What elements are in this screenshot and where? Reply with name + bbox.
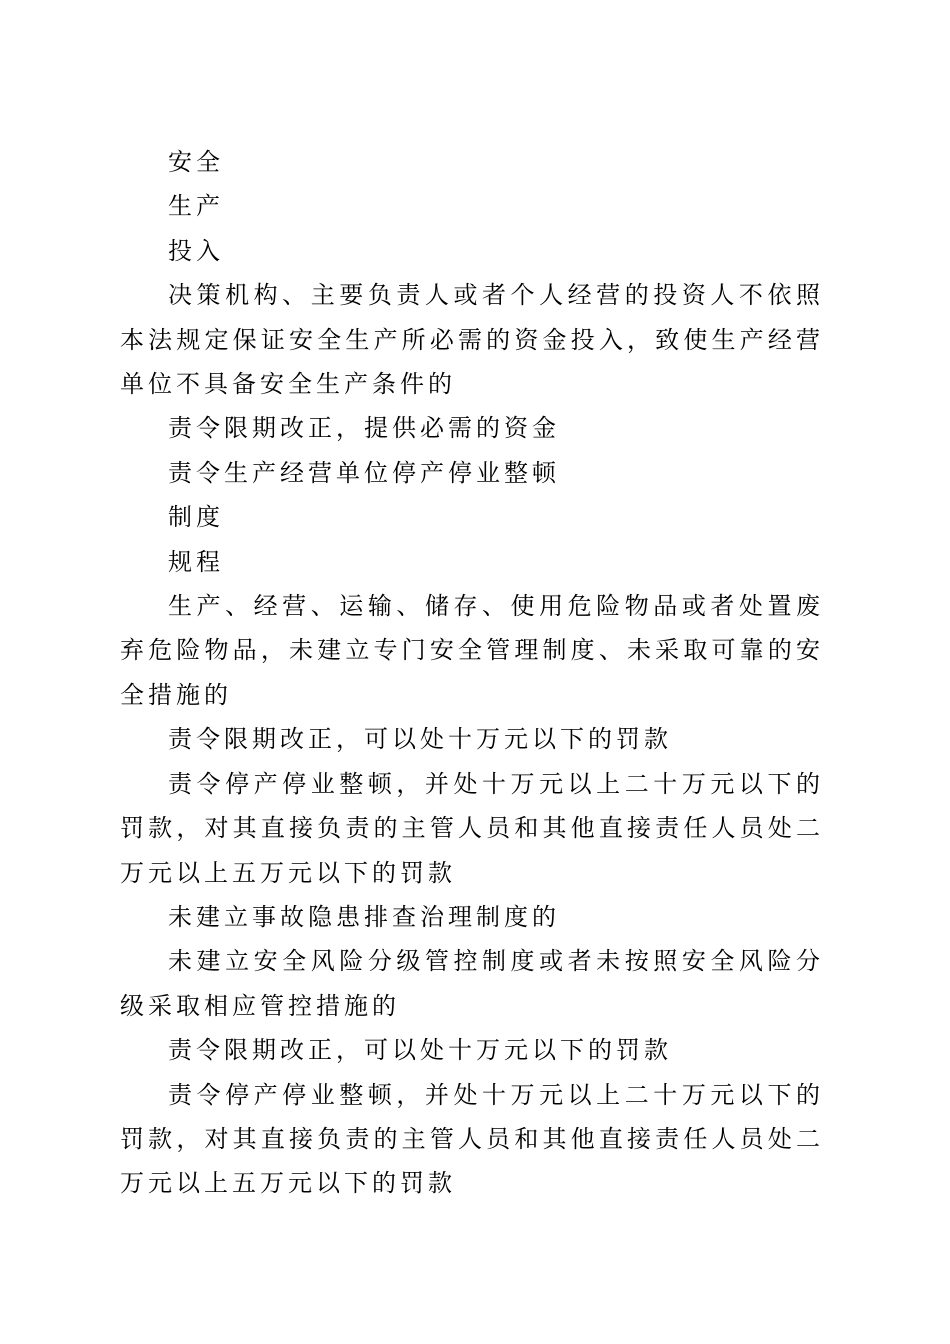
category-label-regulation: 规程	[168, 547, 224, 576]
penalty-correct-funds: 责令限期改正，提供必需的资金	[168, 414, 560, 443]
violation-hazard-screening: 未建立事故隐患排查治理制度的	[168, 902, 560, 931]
violation-investment: 决策机构、主要负责人或者个人经营的投资人不依照本法规定保证安全生产所必需的资金投入，致使生产经营单位不具备安全生产条件的	[120, 281, 824, 399]
penalty-fine-limit: 责令限期改正，可以处十万元以下的罚款	[168, 725, 672, 754]
category-label-system: 制度	[168, 503, 224, 532]
category-label-production: 生产	[168, 192, 224, 221]
category-label-investment: 投入	[168, 236, 224, 265]
penalty-suspend-fine: 责令停产停业整顿，并处十万元以上二十万元以下的罚款，对其直接负责的主管人员和其他直接责任人员处二万元以上五万元以下的罚款	[120, 769, 824, 887]
penalty-fine-limit-2: 责令限期改正，可以处十万元以下的罚款	[168, 1036, 672, 1065]
category-label-safety: 安全	[168, 148, 224, 176]
violation-dangerous-goods: 生产、经营、运输、储存、使用危险物品或者处置废弃危险物品，未建立专门安全管理制度、未采取可靠的安全措施的	[120, 592, 824, 709]
violation-risk-control: 未建立安全风险分级管控制度或者未按照安全风险分级采取相应管控措施的	[120, 947, 824, 1020]
penalty-suspend-business: 责令生产经营单位停产停业整顿	[168, 458, 560, 487]
document-page	[120, 140, 824, 1206]
penalty-suspend-fine-2: 责令停产停业整顿，并处十万元以上二十万元以下的罚款，对其直接负责的主管人员和其他直接责任人员处二万元以上五万元以下的罚款	[120, 1080, 824, 1198]
